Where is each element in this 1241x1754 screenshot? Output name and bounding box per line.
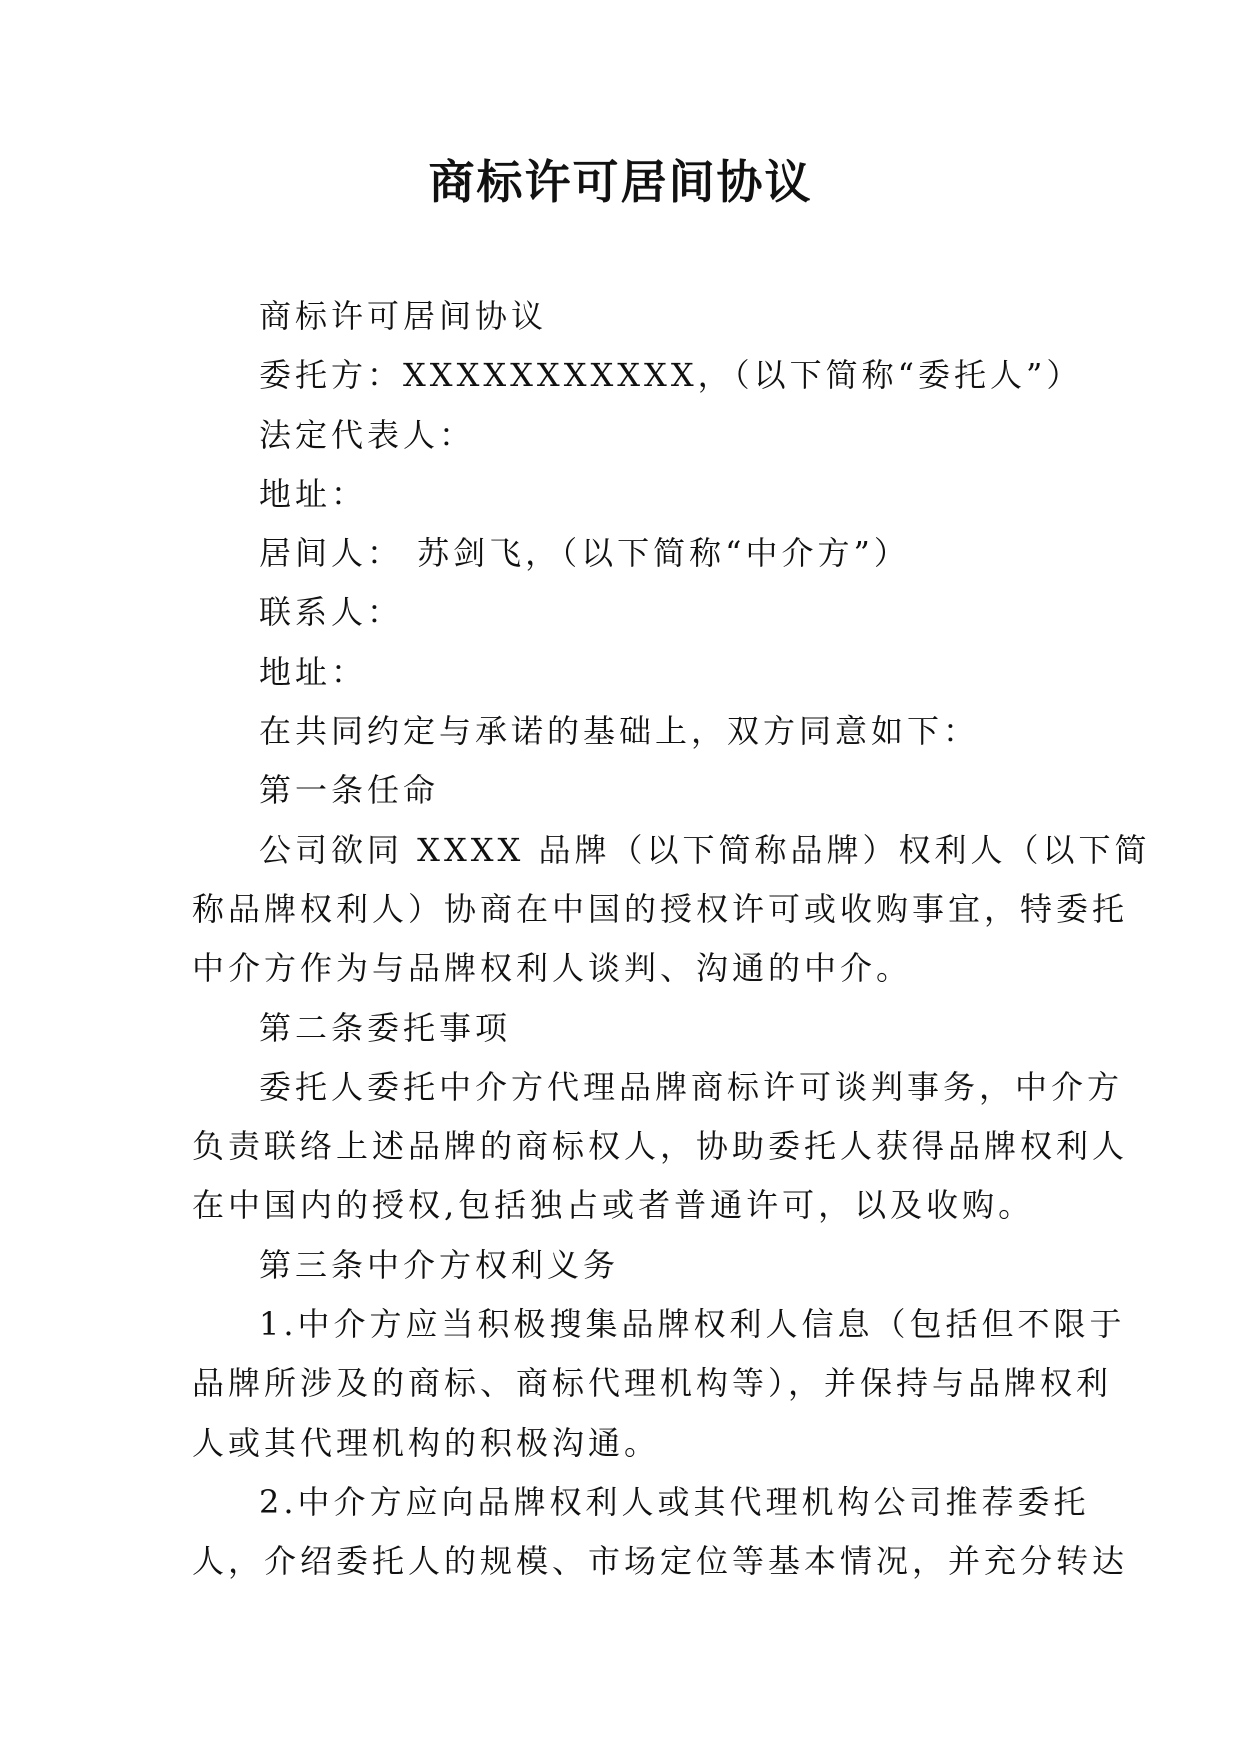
body-line: 在共同约定与承诺的基础上，双方同意如下： [259,712,980,751]
body-line: 在中国内的授权,包括独占或者普通许可，以及收购。 [192,1186,1035,1225]
body-line: 品牌所涉及的商标、商标代理机构等），并保持与品牌权利 [192,1364,1113,1403]
body-line: 称品牌权利人）协商在中国的授权许可或收购事宜，特委托 [192,889,1129,928]
body-line: 法定代表人： [259,415,476,454]
body-line: 联系人： [259,593,404,632]
body-line: 公司欲同 XXXX 品牌（以下简称品牌）权利人（以下简 [259,830,1151,869]
section-heading: 第一条任命 [259,771,440,810]
section-heading: 第三条中介方权利义务 [259,1245,620,1284]
body-line: 2.中介方应向品牌权利人或其代理机构公司推荐委托 [259,1482,1090,1521]
section-heading: 第二条委托事项 [259,1008,512,1047]
body-line: 人，介绍委托人的规模、市场定位等基本情况，并充分转达 [192,1542,1129,1581]
body-line: 1.中介方应当积极搜集品牌权利人信息（包括但不限于 [259,1305,1126,1344]
body-line: 负责联络上述品牌的商标权人，协助委托人获得品牌权利人 [192,1127,1129,1166]
body-line: 委托人委托中介方代理品牌商标许可谈判事务，中介方 [259,1067,1124,1106]
document-body [192,287,1151,1592]
body-line: 居间人： 苏剑飞，（以下简称“中介方”） [259,534,910,573]
document-title: 商标许可居间协议 [428,155,813,209]
body-line: 地址： [259,474,368,513]
body-line: 人或其代理机构的积极沟通。 [192,1423,661,1462]
body-line: 委托方：XXXXXXXXXXX，（以下简称“委托人”） [259,356,1083,395]
body-line: 商标许可居间协议 [259,297,548,335]
body-line: 中介方作为与品牌权利人谈判、沟通的中介。 [192,949,913,988]
body-line: 地址： [259,652,368,691]
